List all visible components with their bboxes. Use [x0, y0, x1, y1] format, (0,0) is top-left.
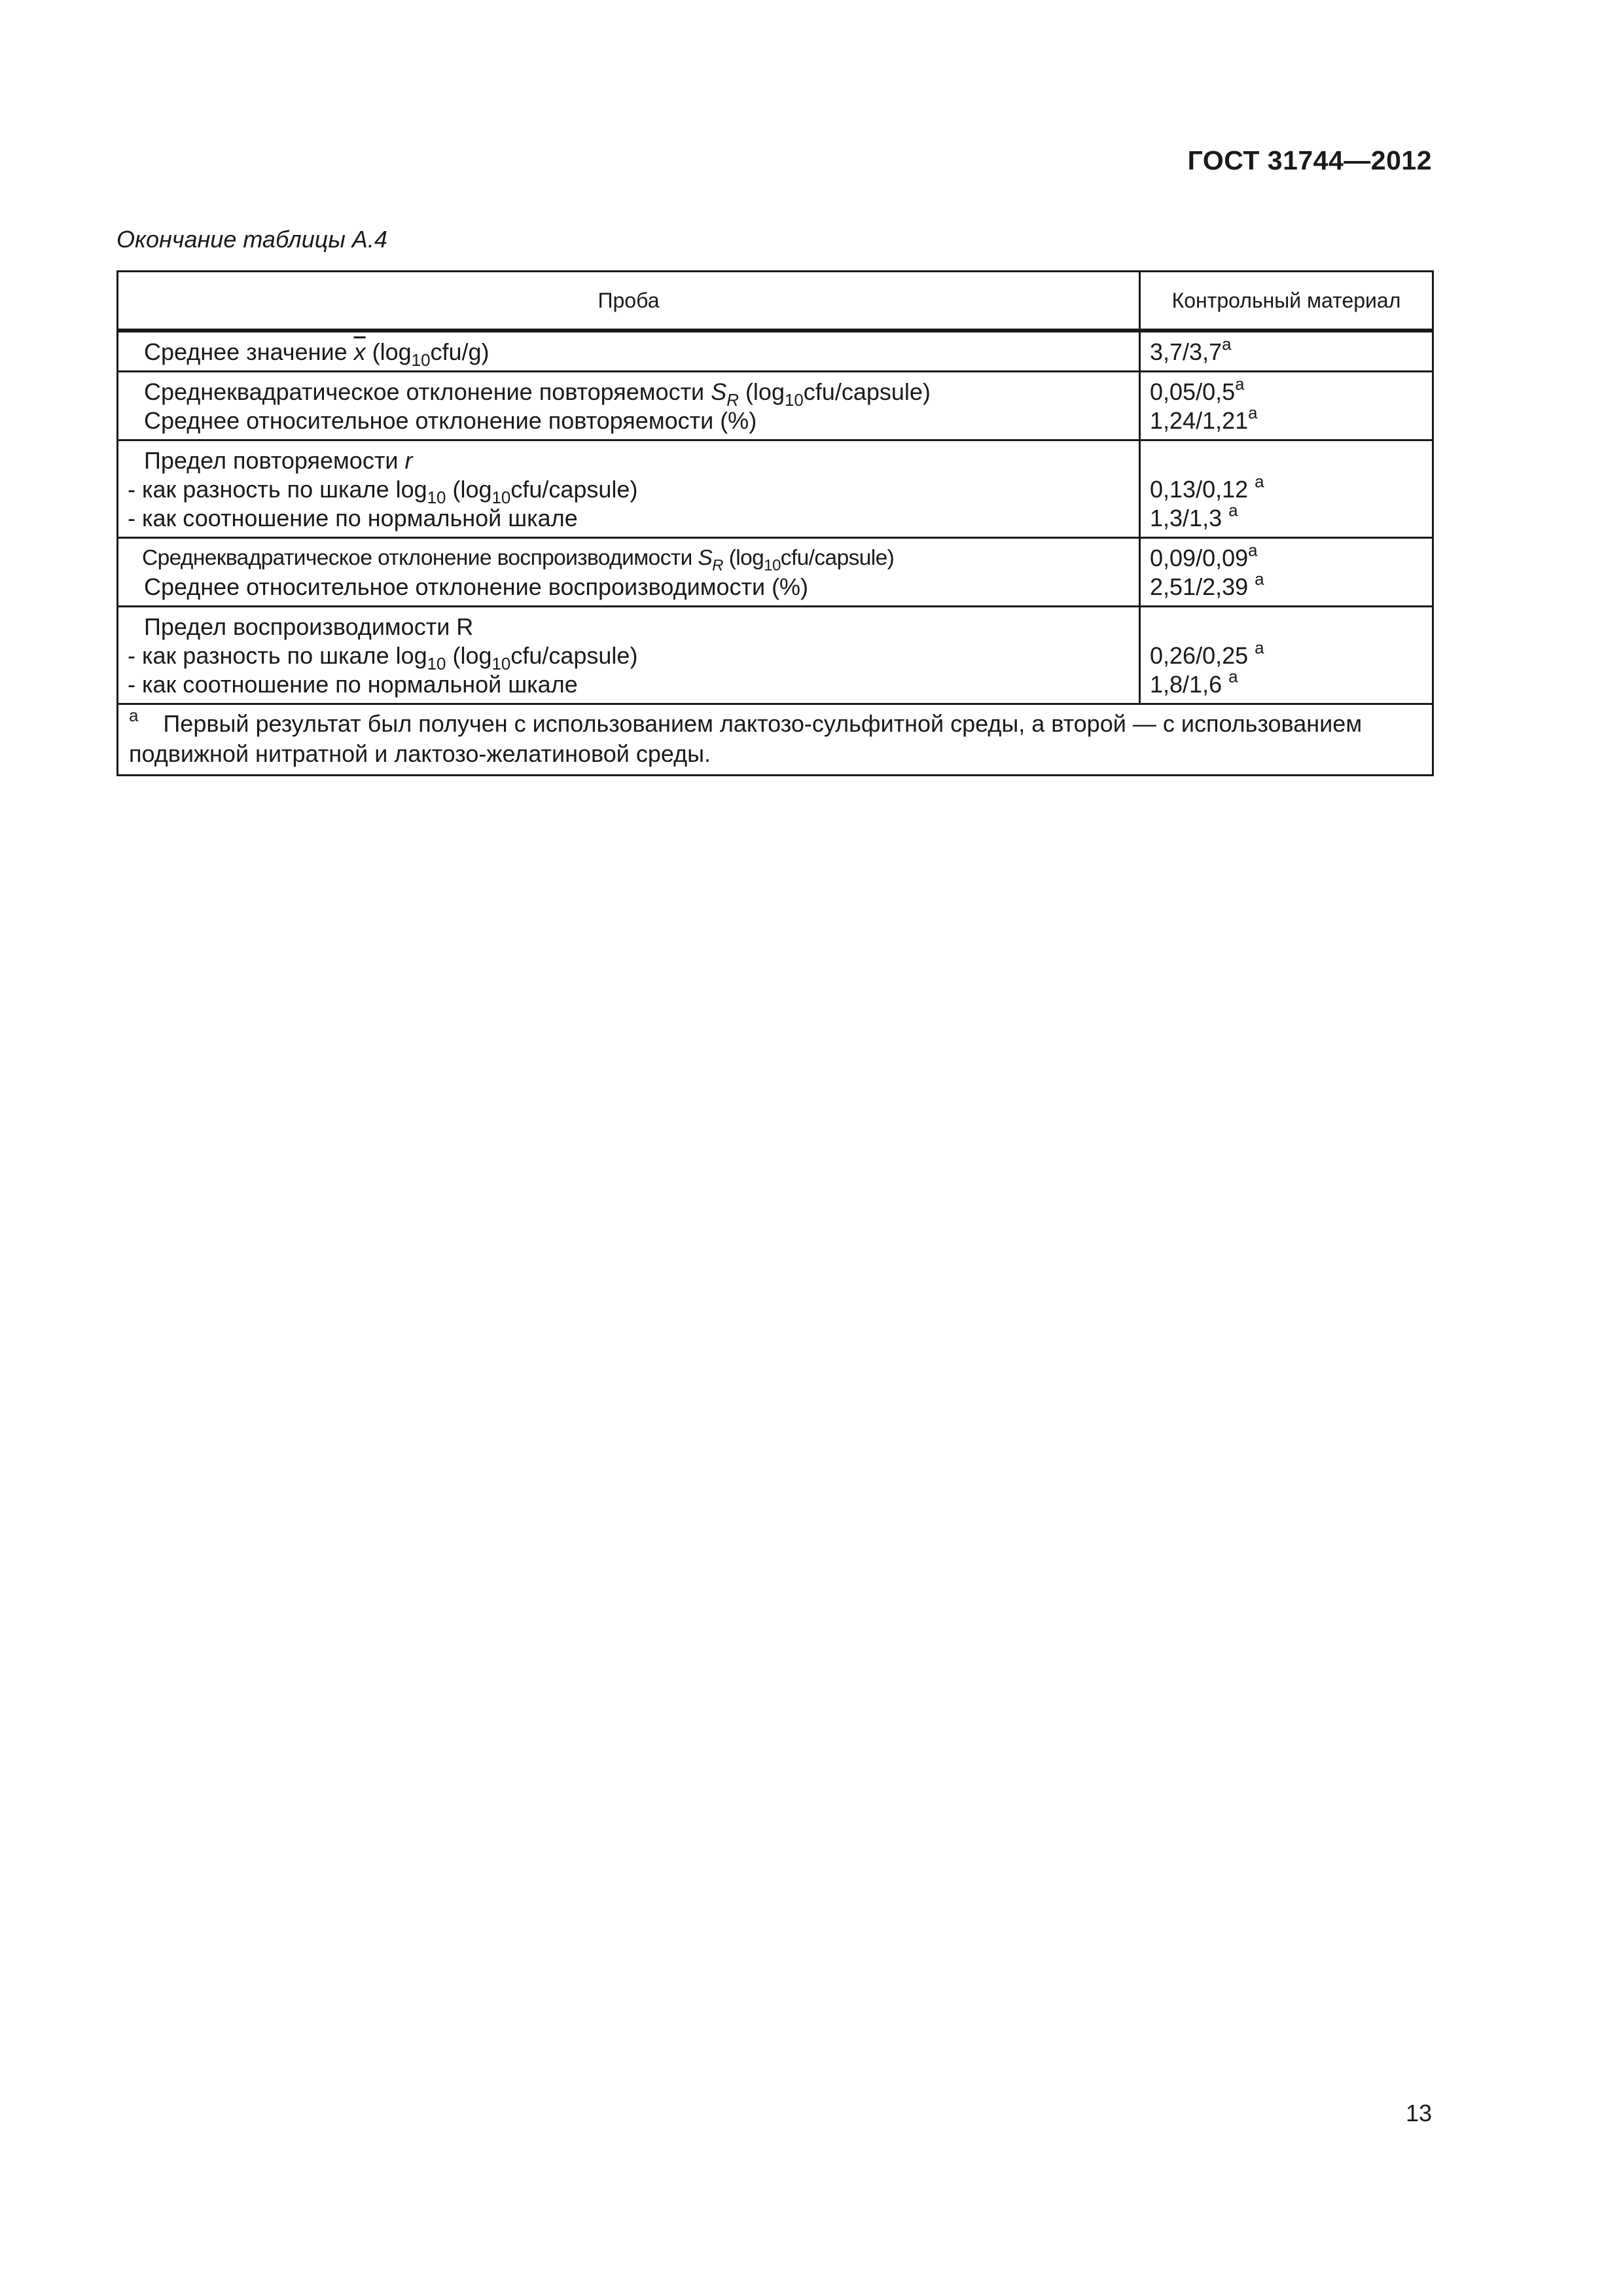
reproducibility-relative-value: 2,51/2,39 $^a$: [1150, 570, 1264, 600]
row-value-cell: [1140, 331, 1433, 372]
column-header-sample: Проба: [118, 272, 1140, 331]
row-value-cell: [1140, 440, 1433, 538]
table-row-repeatability-limit: [118, 440, 1433, 538]
row-label-cell: [118, 440, 1140, 538]
table-row-reproducibility-sd: [118, 538, 1433, 607]
repeatability-limit-diff-value: 0,13/0,12 $^a$: [1150, 473, 1264, 503]
table-row-repeatability-sd: [118, 372, 1433, 440]
sr-symbol: $S_R$: [698, 546, 723, 575]
footnote-ref: a: [1222, 335, 1232, 354]
reproducibility-limit-diff-label: - как разность по шкале $\log_{10}$ $(\log_{10}cfu/capsule)$: [128, 642, 638, 674]
table-header-row: [118, 272, 1433, 331]
row-label-cell: [118, 331, 1140, 372]
document-code: ГОСТ 31744—2012: [1187, 145, 1432, 175]
reproducibility-sd-label: Среднеквадратическое отклонение воспроизводимости $S_R$ $(\log_{10}cfu/capsule)$: [142, 546, 895, 575]
repeatability-limit-ratio-value: 1,3/1,3 $^a$: [1150, 501, 1238, 531]
footnote-ref: a: [1248, 541, 1258, 560]
footnote-ref: a: [1248, 404, 1258, 423]
reproducibility-limit-ratio-value: 1,8/1,6 $^a$: [1150, 668, 1238, 698]
sr-symbol: $S_R$: [711, 378, 739, 410]
row-value-cell: [1140, 607, 1433, 704]
row-label-cell: [118, 607, 1140, 704]
repeatability-limit-diff-label: - как разность по шкале $\log_{10}$ $(\log_{10}cfu/capsule)$: [128, 476, 638, 508]
column-header-control-material: Контрольный материал: [1140, 272, 1433, 331]
repeatability-limit-ratio-label: - как соотношение по нормальной шкале: [128, 505, 578, 531]
footnote-ref: a: [1228, 668, 1238, 687]
page-number: 13: [1405, 2100, 1432, 2126]
repeatability-sd-label: Среднеквадратическое отклонение повторяемости $S_R$ $(\log_{10}cfu/capsule)$: [144, 378, 931, 410]
table-row-mean: [118, 331, 1433, 372]
mean-value: 3,7/3,7$^a$: [1150, 335, 1232, 365]
footnote-ref: a: [1255, 473, 1264, 492]
repeatability-sd-value: 0,05/0,5$^a$: [1150, 375, 1245, 405]
row-label-cell: [118, 538, 1140, 607]
table-row-reproducibility-limit: [118, 607, 1433, 704]
footnote-ref: a: [1255, 639, 1264, 658]
table-caption: Окончание таблицы А.4: [116, 226, 387, 253]
footnote-ref: a: [1235, 375, 1245, 394]
row-value-cell: [1140, 372, 1433, 440]
table-footnote: [118, 704, 1433, 776]
footnote-mark: a: [129, 707, 139, 726]
footnote-text: Первый результат был получен с использованием лактозо-сульфитной среды, а второй — с использованием подвижной нитратной и лактозо-желатиновой среды.: [129, 710, 1363, 767]
repeatability-limit-title: Предел повторяемости r: [144, 447, 413, 474]
x-bar-symbol: $\overline{x}$: [353, 338, 366, 365]
repeatability-relative-label: Среднее относительное отклонение повторяемости (%): [144, 407, 757, 434]
repeatability-relative-value: 1,24/1,21$^a$: [1150, 404, 1258, 434]
footnote-ref: a: [1255, 570, 1264, 589]
footnote-ref: a: [1228, 501, 1238, 520]
reproducibility-sd-value: 0,09/0,09$^a$: [1150, 541, 1258, 571]
table-footnote-row: [118, 704, 1433, 776]
reproducibility-limit-diff-value: 0,26/0,25 $^a$: [1150, 639, 1264, 669]
reproducibility-limit-title: Предел воспроизводимости R: [144, 613, 474, 640]
reproducibility-relative-label: Среднее относительное отклонение воспроизводимости (%): [144, 573, 809, 600]
row-value-cell: [1140, 538, 1433, 607]
mean-label: Среднее значение $\overline{x}$ $(\log_{10}cfu/g)$: [144, 338, 490, 370]
reproducibility-limit-ratio-label: - как соотношение по нормальной шкале: [128, 671, 578, 698]
row-label-cell: [118, 372, 1140, 440]
results-table: [116, 270, 1434, 776]
